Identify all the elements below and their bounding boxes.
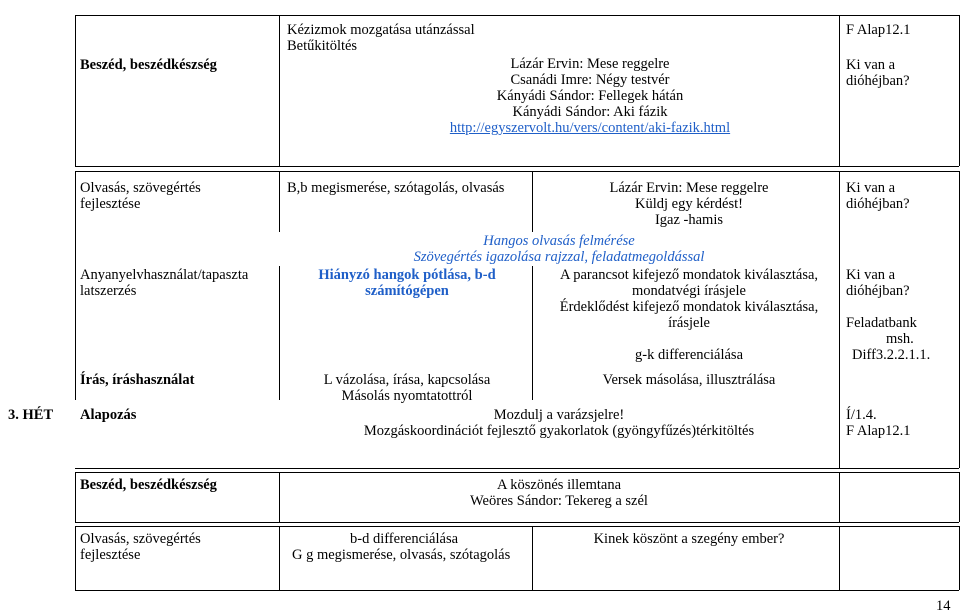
rule	[75, 472, 76, 522]
area-speech: Beszéd, beszédkészség	[80, 57, 217, 73]
copy-poems: Versek másolása, illusztrálása	[602, 372, 776, 388]
rule	[532, 526, 533, 590]
tool-list: Ki van a dióhéjban? Feladatbank msh. Diff3.2.2.1.1.	[846, 267, 931, 363]
area-foundation: Alapozás	[80, 407, 137, 423]
rule	[75, 522, 959, 523]
rule	[839, 15, 840, 166]
rule	[75, 171, 959, 172]
reading-tasks: Lázár Ervin: Mese reggelre Küldj egy kérdést! Igaz -hamis	[609, 180, 769, 228]
rule	[532, 171, 533, 232]
rule	[279, 15, 280, 166]
aki-fazik-link[interactable]: http://egyszervolt.hu/vers/content/aki-fazik.html	[449, 120, 731, 136]
rule	[279, 266, 280, 400]
area-reading: Olvasás, szövegértés fejlesztése	[80, 531, 201, 563]
rule	[75, 171, 76, 400]
rule	[75, 15, 959, 16]
greeting-lesson: A köszönés illemtana Weöres Sándor: Tekereg a szél	[470, 477, 648, 509]
tool-nutshell: Ki van a dióhéjban?	[846, 57, 910, 89]
rule	[279, 171, 280, 232]
rule	[279, 526, 280, 590]
rule	[75, 526, 959, 527]
rule	[839, 472, 840, 522]
week-label: 3. HÉT	[8, 407, 54, 423]
rule	[75, 526, 76, 590]
assessment-note: Hangos olvasás felmérése Szövegértés igazolása rajzzal, feladatmegoldással	[413, 233, 705, 265]
sentence-tasks: A parancsot kifejező mondatok kiválasztása, mondatvégi írásjele Érdeklődést kifejező mondatok kiválasztása, írásjele g-k differenciálása	[559, 267, 819, 363]
rule	[532, 266, 533, 400]
rule	[75, 15, 76, 166]
activity-missing-sounds: Hiányzó hangok pótlása, b-d számítógépen	[318, 267, 496, 299]
rule	[839, 526, 840, 590]
rule	[75, 468, 959, 469]
rule	[75, 472, 959, 473]
story-question: Kinek köszönt a szegény ember?	[593, 531, 785, 547]
rule	[75, 590, 959, 591]
tool-ref: F Alap12.1	[846, 22, 911, 38]
activity-l-letter: L vázolása, írása, kapcsolása Másolás nyomtatottról	[323, 372, 491, 404]
area-writing: Írás, íráshasználat	[80, 372, 195, 388]
activity-hand-muscles: Kézizmok mozgatása utánzással Betűkitöltés	[287, 22, 475, 54]
movement-tasks: Mozdulj a varázsjelre! Mozgáskoordinációt fejlesztő gyakorlatok (gyöngyfűzés)térkitöltés	[363, 407, 755, 439]
area-reading: Olvasás, szövegértés fejlesztése	[80, 180, 201, 212]
rule	[75, 166, 959, 167]
rule	[839, 400, 840, 468]
page-number: 14	[936, 598, 951, 614]
area-speech: Beszéd, beszédkészség	[80, 477, 217, 493]
activity-b-letter: B,b megismerése, szótagolás, olvasás	[287, 180, 505, 196]
activity-g-letter: b-d differenciálása G g megismerése, olvasás, szótagolás	[292, 531, 511, 563]
rule	[839, 171, 840, 400]
tool-ref: Í/1.4. F Alap12.1	[846, 407, 911, 439]
area-language-use: Anyanyelvhasználat/tapaszta latszerzés	[80, 267, 249, 299]
tool-nutshell: Ki van a dióhéjban?	[846, 180, 910, 212]
reading-list: Lázár Ervin: Mese reggelre Csanádi Imre: Négy testvér Kányádi Sándor: Fellegek hátán Kányádi Sándor: Aki fázik http://egyszervolt.hu/vers/content/aki-fazik.html	[390, 56, 790, 136]
